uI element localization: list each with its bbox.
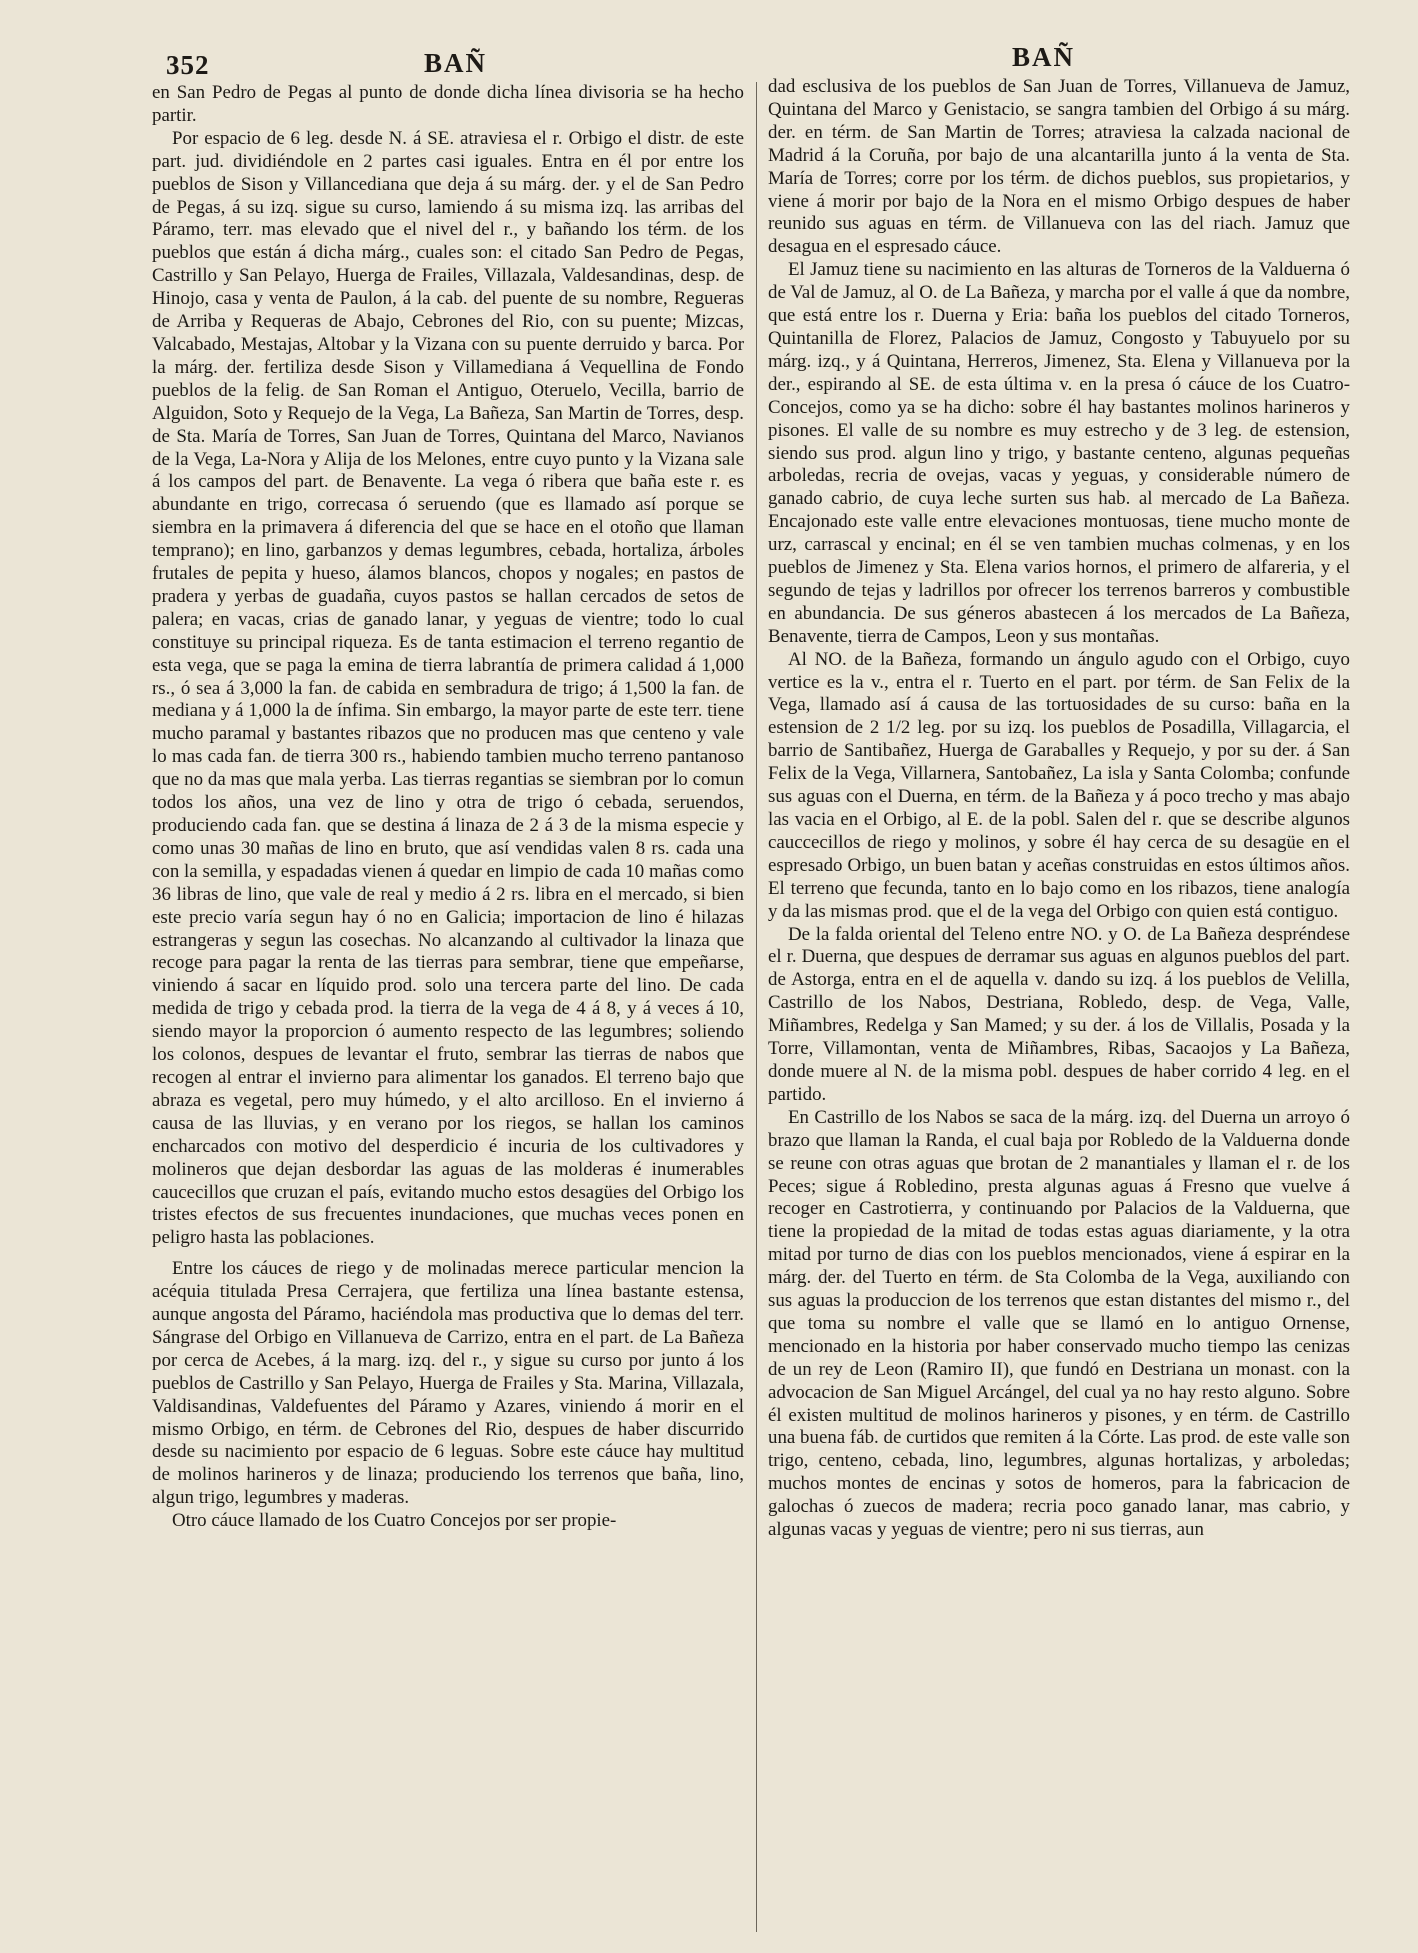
left-paragraph-4: Otro cáuce llamado de los Cuatro Concejos por ser propie-: [172, 1510, 617, 1532]
left-paragraph-3: Entre los cáuces de riego y de molinadas merece particular mencion la acéquia titulada Presa Cerrajera, que fertiliza una línea bastante estensa, aunque angosta del Páramo, haciéndola mas productiva que lo demas del terr. Sángrase del Orbigo en Villanueva de Carrizo, entra en el part. de La Bañeza por cerca de Acebes, á la marg. izq. del r., y sigue su curso por junto á los pueblos de Castrillo y San Pelayo, Huerga de Frailes y Sta. Marina, Villazala, Valdisandinas, Valdefuentes del Páramo y Azares, viniendo á morir en el mismo Orbigo, en térm. de Cebrones del Rio, despues de haber discurrido desde su nacimiento por espacio de 6 leguas. Sobre este cáuce hay multitud de molinos harineros y de linaza; produciendo los terrenos que baña, lino, algun trigo, legumbres y maderas.: [152, 1258, 744, 1509]
right-paragraph-3: Al NO. de la Bañeza, formando un ángulo agudo con el Orbigo, cuyo vertice es la v., entra el r. Tuerto en el part. por térm. de San Felix de la Vega, llamado así á causa de las tortuosidades de su curso: baña en la estension de 2 1/2 leg. por su izq. los pueblos de Posadilla, Villagarcia, el barrio de Santibañez, Huerga de Garaballes y Requejo, y por su der. á San Felix de la Vega, Villarnera, Santobañez, La isla y Santa Colomba; confunde sus aguas con el Duerna, en térm. de la Bañeza y á poco trecho y mas abajo las vacia en el Orbigo, al E. de la pobl. Salen del r. que se describe algunos cauccecillos de riego y molinos, y sobre él hay cerca de su desagüe en el espresado Orbigo, un buen batan y aceñas construidas en estos últimos años. El terreno que fecunda, tanto en lo bajo como en los ribazos, tiene analogía y da las mismas prod. que el de la vega del Orbigo con quien está contiguo.: [768, 648, 1350, 922]
right-paragraph-5: En Castrillo de los Nabos se saca de la márg. izq. del Duerna un arroyo ó brazo que llaman la Randa, el cual baja por Robledo de la Valduerna donde se reune con otras aguas que brotan de 2 manantiales y llaman el r. de los Peces; sigue á Robledino, presta algunas aguas á Fresno que vuelve á recoger en Castrotierra, y continuando por Palacios de la Valduerna, que tiene la propiedad de la mitad de todas estas aguas diariamente, y la otra mitad por turno de dias con los pueblos mencionados, viene á espirar en la márg. der. del Tuerto en térm. de Sta Colomba de la Vega, auxiliando con sus aguas la produccion de los terrenos que estan distantes del mismo r., del que toma su nombre el valle que se llamó en lo antiguo Ornense, mencionado en la historia por haber conservado mucho tiempo las cenizas de un rey de Leon (Ramiro II), que fundó en Destriana un monast. con la advocacion de San Miguel Arcángel, del cual ya no hay resto alguno. Sobre él existen multitud de molinos harineros y pisones, y en térm. de Castrillo una buena fáb. de curtidos que remiten á la Córte. Las prod. de este valle son trigo, centeno, cebada, lino, legumbres, algunas hortalizas, y arboledas; muchos montes de encinas y sotos de homeros, para la fabricacion de galochas ó zuecos de madera; recria poco ganado lanar, mas cabrio, y algunas vacas y yeguas de vientre; pero ni sus tierras, aun: [768, 1106, 1350, 1541]
left-column: [152, 82, 744, 1937]
running-head-right: BAÑ: [1012, 42, 1076, 72]
right-paragraph-4: De la falda oriental del Teleno entre NO. y O. de La Bañeza despréndese el r. Duerna, que despues de derramar sus aguas en algunos pueblos del part. de Astorga, entra en el de aquella v. dando su izq. á los pueblos de Velilla, Castrillo de los Nabos, Destriana, Robledo, desp. de Vega, Valle, Miñambres, Redelga y San Mamed; y su der. á los de Villalis, Posada y la Torre, Villamontan, venta de Miñambres, Ribas, Sacaojos y La Bañeza, donde muere al N. de la misma pobl. despues de haber corrido 4 leg. en el partido.: [768, 923, 1350, 1105]
column-divider: [756, 82, 757, 1932]
left-paragraph-2: Por espacio de 6 leg. desde N. á SE. atraviesa el r. Orbigo el distr. de este part. jud. dividiéndole en 2 partes casi iguales. Entra en él por entre los pueblos de Sison y Villancediana que deja á su márg. der. y el de San Pedro de Pegas, á su izq. sigue su curso, lamiendo á su misma izq. las arribas del Páramo, terr. mas elevado que el nivel del r., y bañando los térm. de los pueblos que están á dicha márg., cuales son: el citado San Pedro de Pegas, Castrillo y San Pelayo, Huerga de Frailes, Villazala, Valdesandinas, desp. de Hinojo, casa y venta de Paulon, á la cab. del puente de su nombre, Regueras de Arriba y Requeras de Abajo, Cebrones del Rio, con su puente; Mizcas, Valcabado, Mestajas, Altobar y la Vizana con su puente derruido y barca. Por la márg. der. fertiliza desde Sison y Villamediana á Vequellina de Fondo pueblos de la felig. de San Roman el Antiguo, Oteruelo, Vecilla, barrio de Alguidon, Soto y Requejo de la Vega, La Bañeza, San Martin de Torres, desp. de Sta. María de Torres, San Juan de Torres, Quintana del Marco, Navianos de la Vega, La-Nora y Alija de los Melones, entre cuyo punto y la Vizana sale á los campos del part. de Benavente. La vega ó ribera que baña este r. es abundante en trigo, correcasa ó seruendo (que es llamado así porque se siembra en la primavera á diferencia del que se hace en el otoño que llaman temprano); en lino, garbanzos y demas legumbres, cebada, hortaliza, árboles frutales de pepita y hueso, álamos blancos, chopos y nogales; en pastos de pradera y yerbas de guadaña, cuyos pastos se hallan cercados de setos de palera; en vacas, crias de ganado lanar, y yeguas de vientre; todo lo cual constituye su principal riqueza. Es de tanta estimacion el terreno regantio de esta vega, que se paga la emina de tierra labrantía de primera calidad á 1,000 rs., ó sea á 3,000 la fan. de cabida en sembradura de trigo; á 1,500 la fan. de mediana y á 1,000 la de ínfima. Sin embargo, la mayor parte de este terr. tiene mucho paramal y bastantes ribazos que no producen mas que centeno y vale lo mas cada fan. de tierra 300 rs., habiendo tambien mucho terreno pantanoso que no da mas que mala yerba. Las tierras regantias se siembran por lo comun todos los años, una vez de lino y otra de trigo ó cebada, seruendos, produciendo cada fan. que se destina á linaza de 2 á 3 de la misma especie y como unas 30 mañas de lino en bruto, que así vendidas valen 8 rs. cada una con la semilla, y espadadas vienen á quedar en limpio de cada 10 mañas como 36 libras de lino, que vale de real y medio á 2 rs. libra en el mercado, si bien este precio varía segun hay ó no en Galicia; importacion de lino é hilazas estrangeras y segun las cosechas. No alcanzando al cultivador la linaza que recoge para pagar la renta de las tierras para sembrar, tiene que empeñarse, viniendo á sacar en líquido prod. solo una tercera parte del lino. De cada medida de trigo y cebada prod. la tierra de la vega de 4 á 8, y á veces á 10, siendo mayor la proporcion ó aumento respecto de las legumbres; soliendo los colonos, despues de levantar el fruto, sembrar las tierras de nabos que recogen al entrar el invierno para alimentar los ganados. El terreno bajo que abraza es vegetal, pero muy húmedo, y el alto arcilloso. En el invierno á causa de las lluvias, y en verano por los riegos, se hallan los caminos encharcados con motivo del desperdicio é incuria de los cultivadores y molineros que dejan desbordar las aguas de las molderas é inumerables caucecillos que cruzan el país, evitando mucho estos desagües del Orbigo los tristes efectos de sus frecuentes inundaciones, que muchas veces ponen en peligro hasta las poblaciones.: [152, 127, 744, 1249]
right-column: [768, 76, 1350, 1931]
left-paragraph-1: en San Pedro de Pegas al punto de donde dicha línea divisoria se ha hecho partir.: [152, 82, 744, 126]
running-head-left: BAÑ: [424, 48, 488, 78]
right-paragraph-2: El Jamuz tiene su nacimiento en las alturas de Torneros de la Valduerna ó de Val de Jamuz, al O. de La Bañeza, y marcha por el valle á que da nombre, que está entre los r. Duerna y Eria: baña los pueblos del citado Torneros, Quintanilla de Florez, Palacios de Jamuz, Congosto y Tabuyuelo por su márg. izq., y á Quintana, Herreros, Jimenez, Sta. Elena y Villanueva por la der., espirando al SE. de esta última v. en la presa ó cáuce de los Cuatro-Concejos, como ya se ha dicho: sobre él hay bastantes molinos harineros y pisones. El valle de su nombre es muy estrecho y de 3 leg. de estension, siendo sus prod. algun lino y trigo, y bastante centeno, algunas pequeñas arboledas, recria de ovejas, vacas y yeguas, y considerable número de ganado cabrio, de cuya leche surten sus hab. al mercado de La Bañeza. Encajonado este valle entre elevaciones montuosas, tiene mucho monte de urz, carrascal y encinal; en él se ven tambien muchas colmenas, y en los pueblos de Jimenez y Sta. Elena varios hornos, el primero de alfareria, y el segundo de tejas y ladrillos por ofrecer los terrenos barreros y combustible en abundancia. De sus géneros abastecen á los mercados de La Bañeza, Benavente, tierra de Campos, Leon y sus montañas.: [768, 259, 1350, 647]
page-number: 352: [166, 50, 210, 80]
right-paragraph-1: dad esclusiva de los pueblos de San Juan de Torres, Villanueva de Jamuz, Quintana del Marco y Genistacio, se sangra tambien del Orbigo á su márg. der. en térm. de San Martin de Torres; atraviesa la calzada nacional de Madrid á la Coruña, por bajo de una alcantarilla junto á la venta de Sta. María de Torres; corre por los térm. de dichos pueblos, sus propietarios, y viene á morir por bajo de la Nora en el mismo Orbigo despues de haber reunido sus aguas en térm. de Villanueva con las del riach. Jamuz que desagua en el espresado cáuce.: [768, 76, 1350, 258]
